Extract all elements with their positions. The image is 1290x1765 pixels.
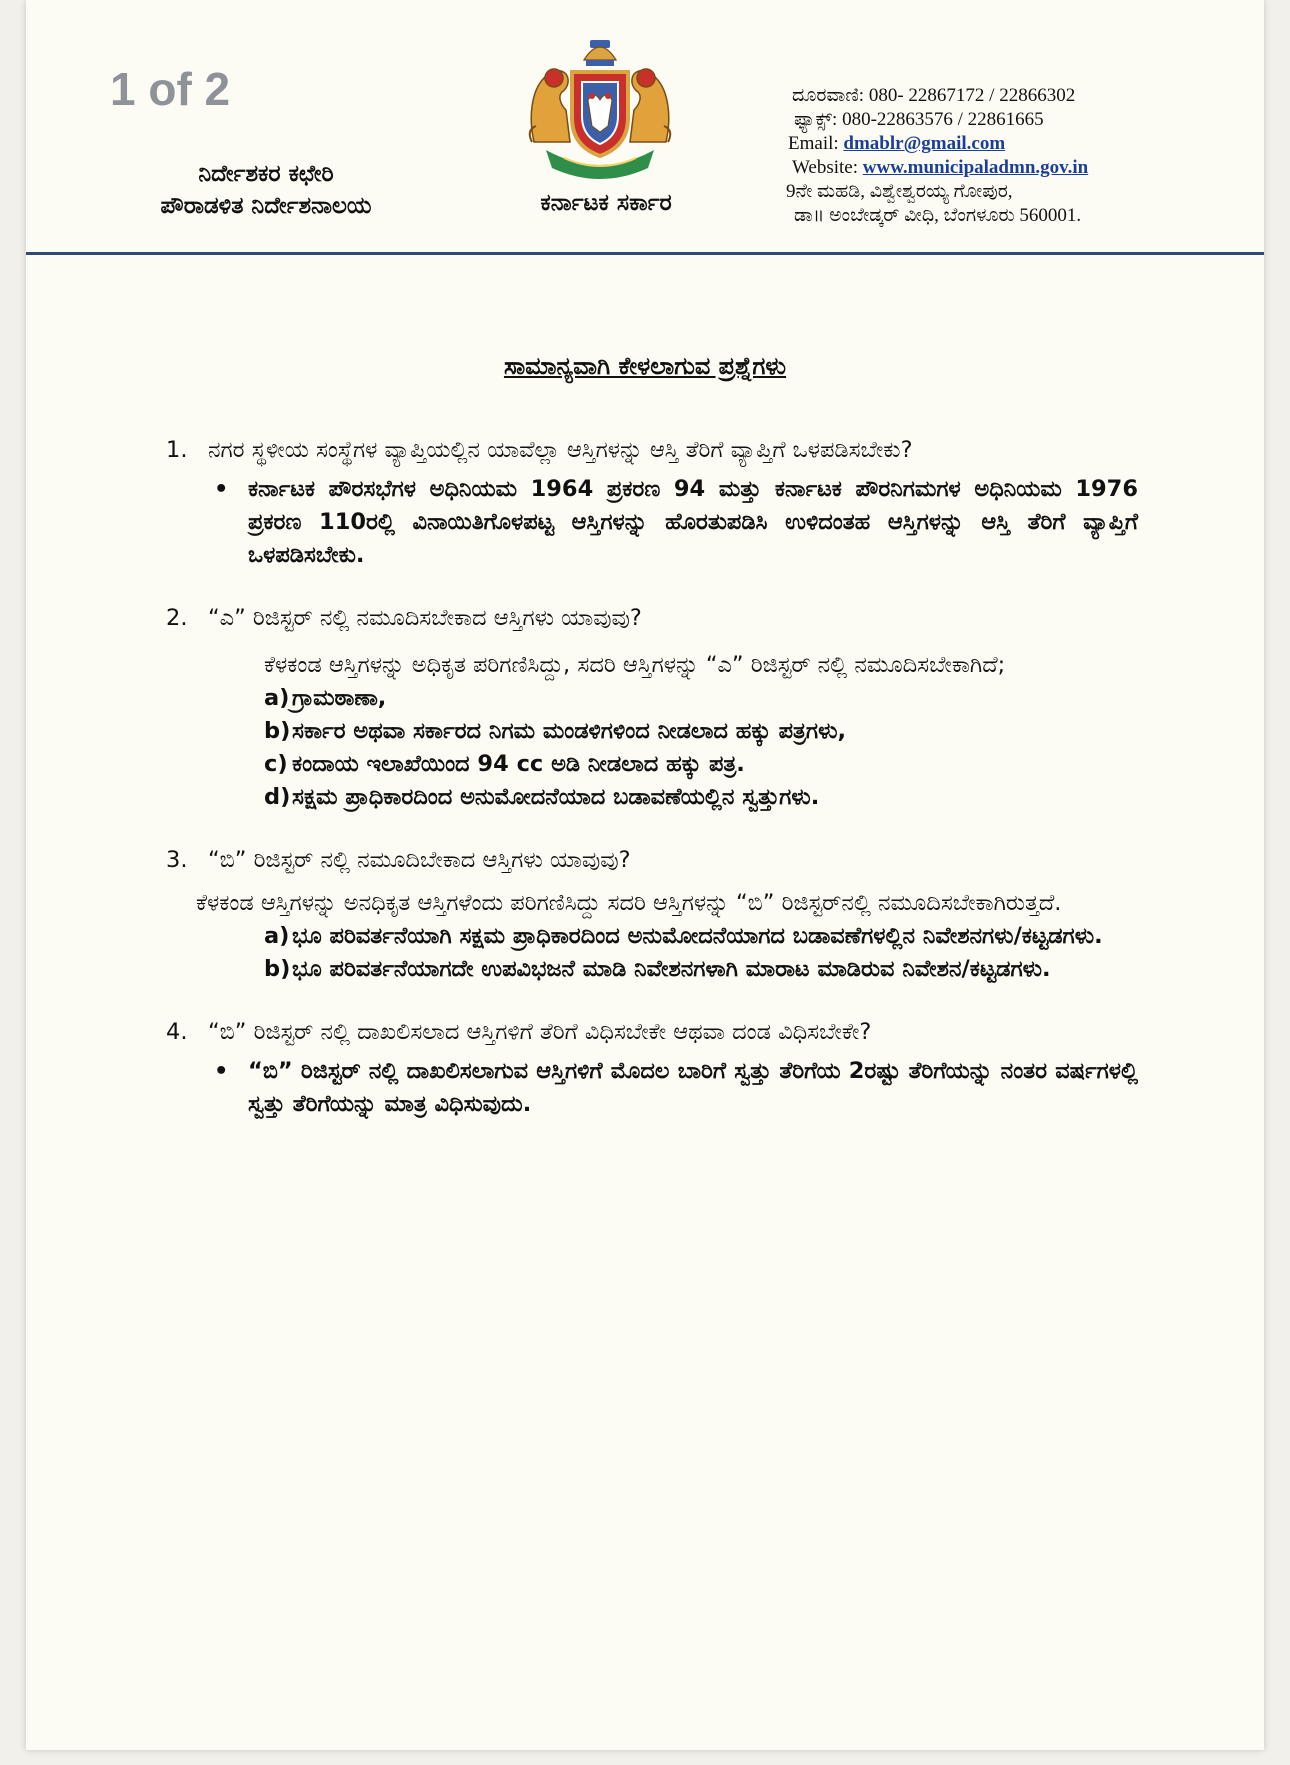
email-label: Email: [788,133,839,154]
list-item [166,781,1138,814]
answer-text: “ಬಿ” ರಿಜಿಸ್ಟರ್ ನಲ್ಲಿ ದಾಖಲಿಸಲಾಗುವ ಆಸ್ತಿಗಳಿಗೆ ಮೊದಲ ಬಾರಿಗೆ ಸ್ವತ್ತು ತೆರಿಗೆಯ 2ರಷ್ಟು ತೆರಿಗೆಯನ್ನು ನಂತರ ವರ್ಷಗಳಲ್ಲಿ ಸ್ವತ್ತು ತೆರಿಗೆಯನ್ನು ಮಾತ್ರ ವಿಧಿಸುವುದು. [248,1058,1138,1117]
fax-label: ಫ್ಯಾಕ್ಸ್: [794,109,838,130]
faq-item-2 [166,602,1138,814]
list-label: b) [264,956,291,982]
question-number: 2. [166,605,188,631]
list-text: ಸರ್ಕಾರ ಅಥವಾ ಸರ್ಕಾರದ ನಿಗಮ ಮಂಡಳಿಗಳಿಂದ ನೀಡಲಾದ ಹಕ್ಕು ಪತ್ರಗಳು, [292,718,847,744]
answer-text: ಕರ್ನಾಟಕ ಪೌರಸಭೆಗಳ ಅಧಿನಿಯಮ 1964 ಪ್ರಕರಣ 94 ಮತ್ತು ಕರ್ನಾಟಕ ಪೌರನಿಗಮಗಳ ಅಧಿನಿಯಮ 1976 ಪ್ರಕರಣ 110ರಲ್ಲಿ ವಿನಾಯಿತಿಗೊಳಪಟ್ಟ ಆಸ್ತಿಗಳನ್ನು ಹೊರತುಪಡಿಸಿ ಉಳಿದಂತಹ ಆಸ್ತಿಗಳನ್ನು ಆಸ್ತಿ ತೆರಿಗೆ ವ್ಯಾಪ್ತಿಗೆ ಒಳಪಡಿಸಬೇಕು. [248,476,1138,568]
list-item [166,953,1138,986]
answer [166,1055,1138,1121]
address-line1: 9ನೇ ಮಹಡಿ, ವಿಶ್ವೇಶ್ವರಯ್ಯ ಗೋಪುರ, [786,181,1013,202]
faq-item-3 [166,844,1138,986]
list-label: d) [264,784,291,810]
bullet-icon: • [214,1058,229,1084]
question [166,844,1138,877]
email-line [780,132,1240,156]
office-name [86,158,446,222]
list-label: c) [264,751,288,777]
page-counter: 1 of 2 [110,63,231,115]
list-text: ಕಂದಾಯ ಇಲಾಖೆಯಿಂದ 94 cc ಅಡಿ ನೀಡಲಾದ ಹಕ್ಕು ಪತ್ರ. [292,751,745,777]
list-text: ಭೂ ಪರಿವರ್ತನೆಯಾಗಿ ಸಕ್ಷಮ ಪ್ರಾಧಿಕಾರದಿಂದ ಅನುಮೋದನೆಯಾಗದ ಬಡಾವಣೆಗಳಲ್ಲಿನ ನಿವೇಶನಗಳು/ಕಟ್ಟಡಗಳು. [292,923,1103,949]
question [166,1016,1138,1049]
list-item [166,748,1138,781]
state-emblem-icon [514,30,686,188]
list-text: ಭೂ ಪರಿವರ್ತನೆಯಾಗದೇ ಉಪವಿಭಜನೆ ಮಾಡಿ ನಿವೇಶನಗಳಾಗಿ ಮಾರಾಟ ಮಾಡಿರುವ ನಿವೇಶನ/ಕಟ್ಟಡಗಳು. [292,956,1051,982]
question-text: “ಬಿ” ರಿಜಿಸ್ಟರ್ ನಲ್ಲಿ ನಮೂದಿಬೇಕಾದ ಆಸ್ತಿಗಳು ಯಾವುವು? [208,847,631,873]
website-link[interactable]: www.municipaladmn.gov.in [862,157,1089,178]
list-label: a) [264,685,290,711]
list-item [166,715,1138,748]
website-line [780,156,1240,180]
government-name: ಕರ್ನಾಟಕ ಸರ್ಕಾರ [540,190,672,216]
bullet-icon: • [214,476,229,502]
header-divider [26,252,1264,255]
list-text: ಗ್ರಾಮಠಾಣಾ, [292,685,387,711]
question-text: “ಎ” ರಿಜಿಸ್ಟರ್ ನಲ್ಲಿ ನಮೂದಿಸಬೇಕಾದ ಆಸ್ತಿಗಳು ಯಾವುವು? [208,605,642,631]
website-label: Website: [792,157,859,178]
list-item [166,920,1138,953]
contact-block [780,84,1240,228]
question-number: 4. [166,1019,188,1045]
faq-item-4 [166,1016,1138,1121]
answer-intro: ಕೆಳಕಂಡ ಆಸ್ತಿಗಳನ್ನು ಅನಧಿಕೃತ ಆಸ್ತಿಗಳೆಂದು ಪರಿಗಣಿಸಿದ್ದು ಸದರಿ ಆಸ್ತಿಗಳನ್ನು “ಬಿ” ರಿಜಿಸ್ಟರ್‌ನಲ್ಲಿ ನಮೂದಿಸಬೇಕಾಗಿರುತ್ತದೆ. [196,890,1062,916]
faq-item-1 [166,434,1138,572]
faq-body [166,434,1138,1151]
question-number: 3. [166,847,188,873]
answer [166,473,1138,572]
document-page [26,0,1264,1750]
phone-label: ದೂರವಾಣಿ: [792,85,865,106]
question-text: ನಗರ ಸ್ಥಳೀಯ ಸಂಸ್ಥೆಗಳ ವ್ಯಾಪ್ತಿಯಲ್ಲಿನ ಯಾವೆಲ್ಲಾ ಆಸ್ತಿಗಳನ್ನು ಆಸ್ತಿ ತೆರಿಗೆ ವ್ಯಾಪ್ತಿಗೆ ಒಳಪಡಿಸಬೇಕು? [208,437,913,463]
list-label: a) [264,923,290,949]
fax-number: 080-22863576 / 22861665 [842,109,1044,130]
phone-number: 080- 22867172 / 22866302 [868,85,1076,106]
phone-line [780,84,1240,108]
answer-intro: ಕೆಳಕಂಡ ಆಸ್ತಿಗಳನ್ನು ಅಧಿಕೃತ ಪರಿಗಣಿಸಿದ್ದು, ಸದರಿ ಆಸ್ತಿಗಳನ್ನು “ಎ” ರಿಜಿಸ್ಟರ್ ನಲ್ಲಿ ನಮೂದಿಸಬೇಕಾಗಿದೆ; [264,652,1006,678]
list-text: ಸಕ್ಷಮ ಪ್ರಾಧಿಕಾರದಿಂದ ಅನುಮೋದನೆಯಾದ ಬಡಾವಣೆಯಲ್ಲಿನ ಸ್ವತ್ತುಗಳು. [292,784,820,810]
question-number: 1. [166,437,188,463]
office-name-line2: ಪೌರಾಡಳಿತ ನಿರ್ದೇಶನಾಲಯ [160,193,372,219]
fax-line [780,108,1240,132]
document-title: ಸಾಮಾನ್ಯವಾಗಿ ಕೇಳಲಾಗುವ ಪ್ರಶ್ನೆಗಳು [503,352,787,380]
address-line2: ಡಾ॥ ಅಂಬೇಡ್ಕರ್ ವೀಧಿ, ಬೆಂಗಳೂರು 560001. [794,205,1082,226]
office-name-line1: ನಿರ್ದೇಶಕರ ಕಛೇರಿ [198,161,334,187]
question [166,602,1138,635]
list-item [166,682,1138,715]
question [166,434,1138,467]
list-label: b) [264,718,291,744]
question-text: “ಬಿ” ರಿಜಿಸ್ಟರ್ ನಲ್ಲಿ ದಾಖಲಿಸಲಾದ ಆಸ್ತಿಗಳಿಗೆ ತೆರಿಗೆ ವಿಧಿಸಬೇಕೇ ಆಥವಾ ದಂಡ ವಿಧಿಸಬೇಕೇ? [208,1019,872,1045]
email-link[interactable]: dmablr@gmail.com [843,133,1006,154]
